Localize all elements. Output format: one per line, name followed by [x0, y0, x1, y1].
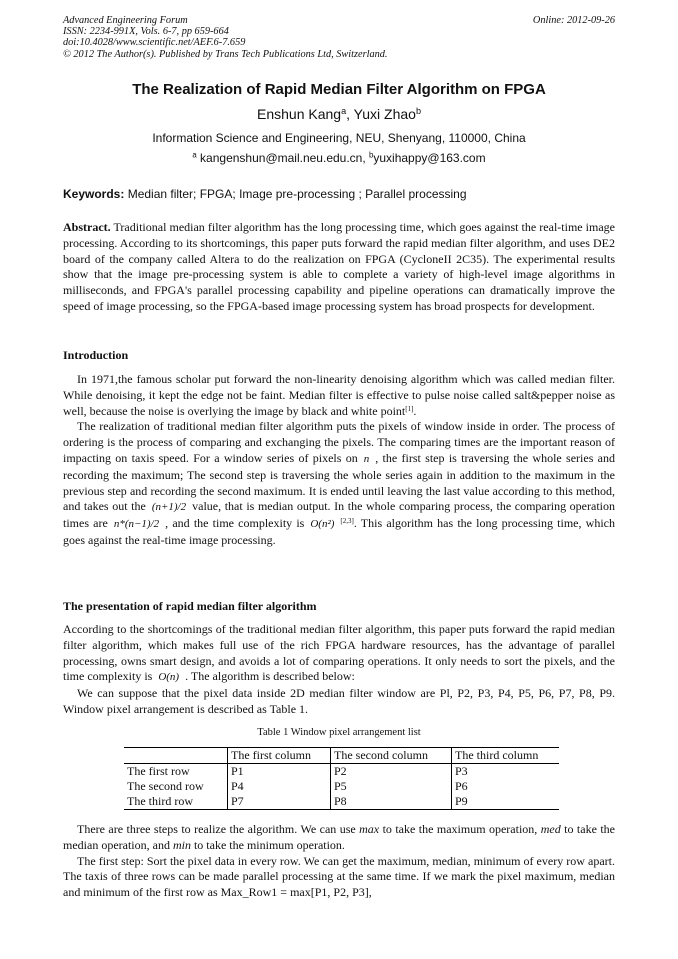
pixel-arrangement-table: [124, 747, 559, 810]
math-expression: O(n²): [310, 518, 335, 531]
table-row: [124, 794, 559, 810]
math-expression: n*(n−1)/2: [113, 518, 160, 531]
issn-line: ISSN: 2234-991X, Vols. 6-7, pp 659-664: [63, 26, 229, 38]
journal-name: Advanced Engineering Forum: [63, 15, 188, 26]
operator-name: max: [359, 822, 380, 836]
affiliation-mark: b: [369, 150, 374, 160]
affiliation-mark: a: [341, 106, 347, 116]
table-header-row: [124, 748, 559, 764]
table-row: [124, 779, 559, 794]
abstract-label: Abstract.: [63, 220, 111, 234]
table-header-cell: The first column: [228, 748, 331, 764]
affiliation-mark: a: [192, 150, 197, 160]
online-date: Online: 2012-09-26: [532, 15, 615, 26]
abstract-text: Traditional median filter algorithm has the long processing time, which goes against the real-time image processing. According to its shortcomings, this paper puts forward the rapid median filter algorithm, and uses DE2 board of the company called Altera to do the realization on FPGA (CycloneII 2C35). The experimental results show that the image pre-processing system is able to complete a variety of high-level image algorithms in milliseconds, and FPGA's parallel processing capability and pipeline operations can dramatically improve the speed of image processing, so the FPGA-based image processing system has broad prospects for development.: [63, 220, 615, 313]
table-cell: P3: [452, 764, 560, 780]
copyright-line: © 2012 The Author(s). Published by Trans Tech Publications Ltd, Switzerland.: [63, 48, 388, 60]
keywords-label: Keywords:: [63, 187, 125, 201]
affiliation: Information Science and Engineering, NEU, Shenyang, 110000, China: [152, 131, 526, 145]
abstract: [63, 220, 615, 315]
paper-title: The Realization of Rapid Median Filter Algorithm on FPGA: [132, 81, 546, 98]
keywords-text: Median filter; FPGA; Image pre-processing ; Parallel processing: [124, 187, 467, 201]
table-cell: P2: [331, 764, 452, 780]
table-header-cell: [124, 748, 228, 764]
steps-body: [63, 822, 615, 901]
table-cell: P7: [228, 794, 331, 810]
author-name: Yuxi Zhao: [353, 106, 416, 122]
table-cell: P8: [331, 794, 452, 810]
table-row: [124, 764, 559, 780]
paragraph: In 1971,the famous scholar put forward the non-linearity denoising algorithm which was called median filter. While denoising, it kept the edge not be faint. Median filter is effective to pulse noise called salt&pepper noise as well, because the noise is overlying the image by black and white point[1].: [63, 372, 615, 418]
citation: [1]: [405, 404, 414, 413]
paragraph: The first step: Sort the pixel data in every row. We can get the maximum, median, minimum of every row apart. The taxis of three rows can be made parallel processing at the same time. If we mark the pixel maximum, median and minimum of the first row as Max_Row1 = max[P1, P2, P3],: [63, 853, 615, 900]
table-cell: P1: [228, 764, 331, 780]
author-name: Enshun Kang: [257, 106, 342, 122]
operator-name: med: [540, 822, 561, 836]
email-line: [63, 151, 615, 165]
operator-name: min: [172, 837, 191, 852]
keywords: [63, 187, 615, 201]
math-expression: (n+1)/2: [151, 501, 187, 514]
affiliation-mark: b: [415, 106, 421, 116]
introduction-body: [63, 372, 615, 549]
author-line: [63, 106, 615, 122]
table-cell: P9: [452, 794, 560, 810]
citation: [2,3]: [340, 516, 354, 525]
doi-line: doi:10.4028/www.scientific.net/AEF.6-7.659: [63, 37, 246, 49]
paragraph: The realization of traditional median filter algorithm puts the pixels of window inside in order. The process of ordering is the process of comparing and exchanging the pixels. The comparing times are the important reason of impacting on taxis speed. For a window series of pixels on n , the first step is traversing the whole series and recording the maximum; The second step is traversing the whole series again in addition to the maximum in the previous step and recording the second maximum. It is ended until leaving the last value according to this method, and takes out the (n+1)/2 value, that is median output. In the whole comparing process, the comparing operation times are n*(n−1)/2 , and the time complexity is O(n²) [2,3]. This algorithm has the long processing time, which goes against the real-time image processing.: [63, 419, 615, 547]
rapid-body: [63, 622, 615, 718]
section-heading: The presentation of rapid median filter algorithm: [63, 599, 317, 613]
email-address: kangenshun@mail.neu.edu.cn,: [196, 151, 370, 165]
table-cell: The second row: [127, 779, 204, 793]
table-cell: The first row: [127, 764, 190, 778]
table-caption: Table 1 Window pixel arrangement list: [257, 727, 421, 738]
math-expression: O(n): [158, 671, 180, 684]
math-variable: n: [363, 452, 370, 465]
paragraph: There are three steps to realize the algorithm. We can use max to take the maximum operation, med to take the median operation, and min to take the minimum operation.: [63, 822, 616, 852]
section-heading: Introduction: [63, 348, 129, 362]
paragraph: We can suppose that the pixel data inside 2D median filter window are Pl, P2, P3, P4, P5, P6, P7, P8, P9. Window pixel arrangement is described as Table 1.: [63, 686, 615, 716]
journal-header: [63, 15, 615, 60]
paragraph: According to the shortcomings of the traditional median filter algorithm, this paper puts forward the rapid median filter algorithm, which makes full use of the rich FPGA hardware resources, has the advantage of parallel processing, owns smart design, and avoids a lot of comparing operations. It only needs to sort the pixels, and the time complexity is O(n) . The algorithm is described below:: [63, 622, 615, 684]
table-cell: P5: [331, 779, 452, 794]
table-header-cell: The second column: [331, 748, 452, 764]
table-cell: P4: [228, 779, 331, 794]
author-separator: ,: [346, 106, 354, 122]
table-cell: P6: [452, 779, 560, 794]
table-header-cell: The third column: [452, 748, 560, 764]
email-address: yuxihappy@163.com: [373, 151, 486, 165]
table-cell: The third row: [124, 794, 228, 810]
